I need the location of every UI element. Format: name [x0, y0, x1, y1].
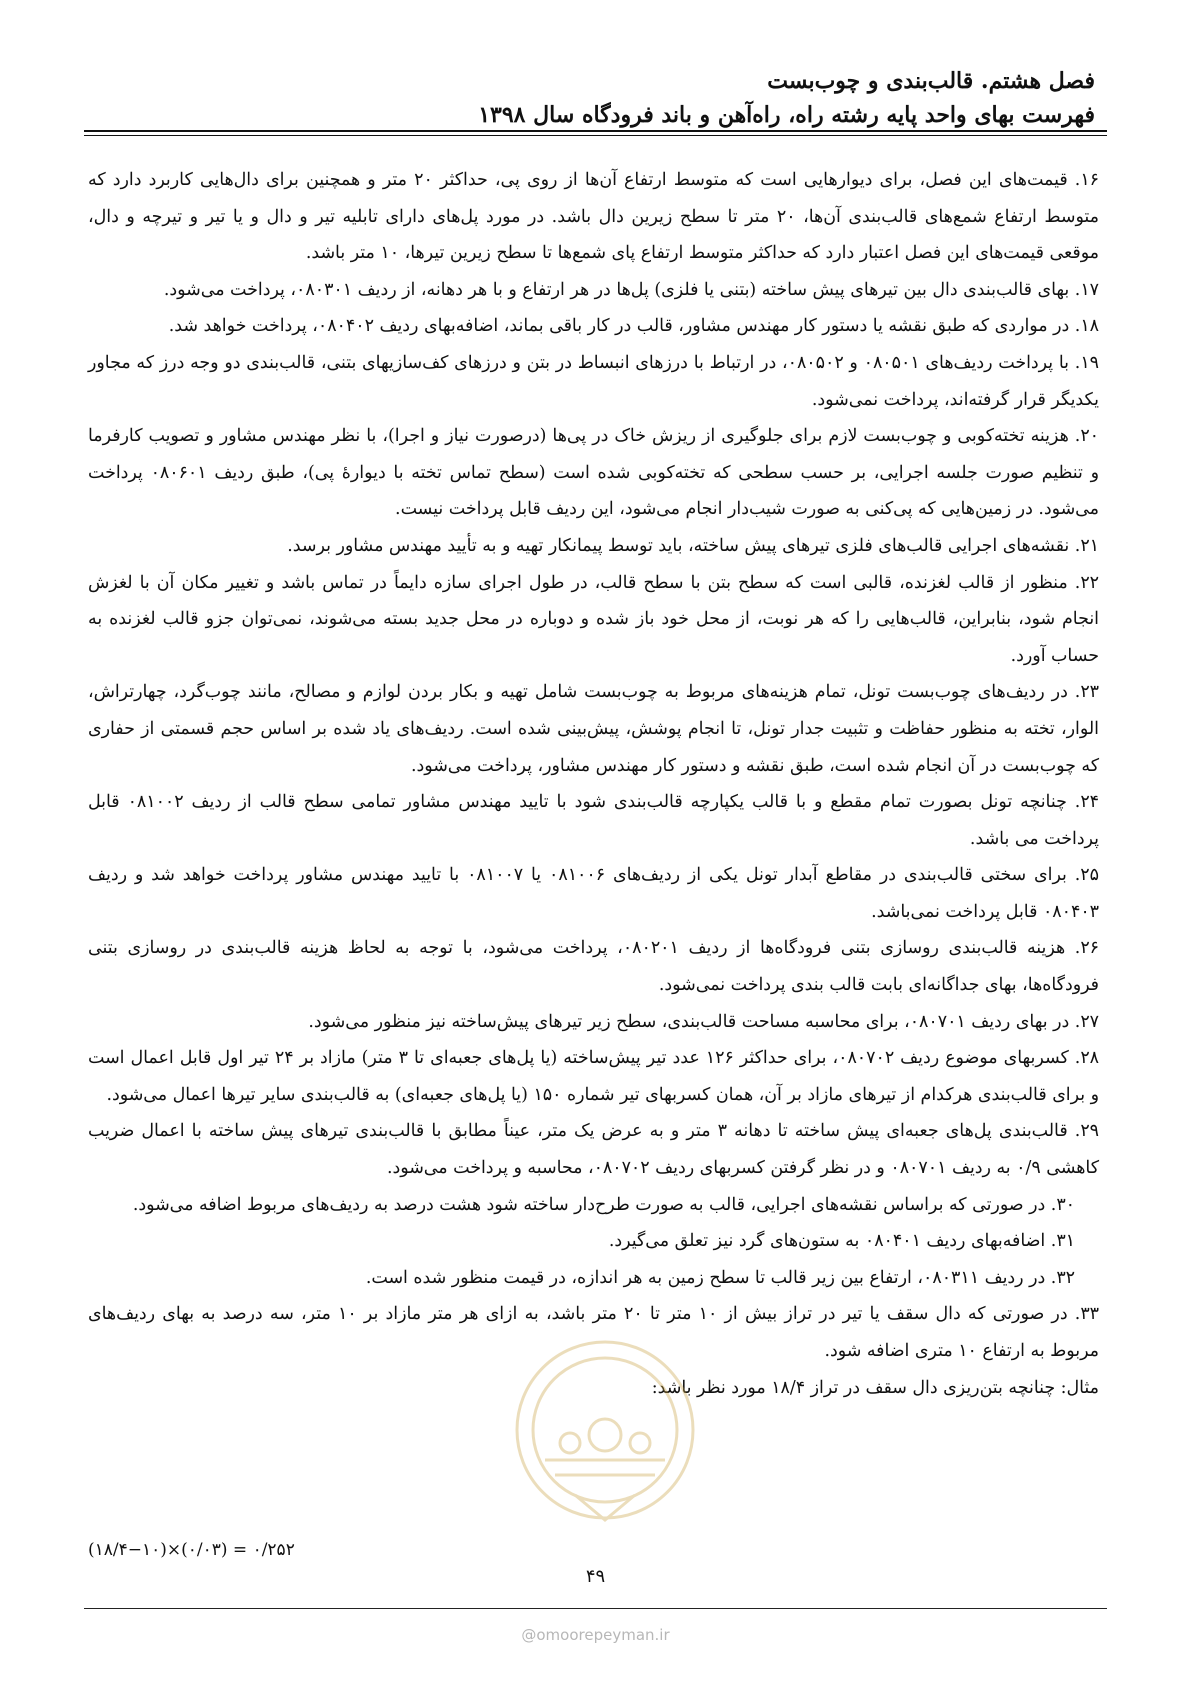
- clause-32: ۳۲. در ردیف ۰۸۰۳۱۱، ارتفاع بین زیر قالب تا سطح زمین به هر اندازه، در قیمت منظور شده است.: [365, 1267, 1075, 1288]
- chapter-title: فصل هشتم. قالب‌بندی و چوب‌بست: [767, 68, 1095, 94]
- page-header: [96, 64, 1095, 132]
- clause-17: ۱۷. بهای قالب‌بندی دال بین تیرهای پیش ساخته (بتنی یا فلزی) پل‌ها در هر ارتفاع و با هر دهانه، از ردیف ۰۸۰۳۰۱، پرداخت می‌شود.: [163, 279, 1099, 300]
- clause-33: ۳۳. در صورتی که دال سقف یا تیر در تراز بیش از ۱۰ متر تا ۲۰ متر باشد، به ازای هر متر مازاد بر ۱۰ متر، سه درصد به بهای ردیف‌های مربوط به ارتفاع ۱۰ متری اضافه شود.: [88, 1304, 1099, 1361]
- clause-25: ۲۵. برای سختی قالب‌بندی در مقاطع آبدار تونل یکی از ردیف‌های ۰۸۱۰۰۶ یا ۰۸۱۰۰۷ با تایید مهندس مشاور پرداخت خواهد شد و ردیف ۰۸۰۴۰۳ قابل پرداخت نمی‌باشد.: [88, 865, 1099, 922]
- clause-22: ۲۲. منظور از قالب لغزنده، قالبی است که سطح بتن با سطح قالب، در طول اجرای سازه دایماً در تماس باشد و تغییر مکان آن با لغزش انجام شود، بنابراین، قالب‌هایی را که هر نوبت، از محل خود باز شده و دوباره در محل جدید بسته می‌شوند، نمی‌توان جزو قالب لغزنده به حساب آورد.: [88, 572, 1099, 666]
- source-watermark: @omoorepeyman.ir: [521, 1626, 670, 1644]
- example-formula: (۱۸/۴−۱۰)×(۰/۰۳) = ۰/۲۵۲: [88, 1540, 295, 1560]
- clause-29: ۲۹. قالب‌بندی پل‌های جعبه‌ای پیش ساخته تا دهانه ۳ متر و به عرض یک متر، عیناً مطابق با قالب‌بندی تیرهای پیش ساخته با اعمال ضریب کاهشی ۰/۹ به ردیف ۰۸۰۷۰۱ و در نظر گرفتن کسربهای ردیف ۰۸۰۷۰۲، محاسبه و پرداخت می‌شود.: [88, 1121, 1099, 1179]
- clause-18: ۱۸. در مواردی که طبق نقشه یا دستور کار مهندس مشاور، قالب در کار باقی بماند، اضافه‌بهای ردیف ۰۸۰۴۰۲، پرداخت خواهد شد.: [168, 316, 1099, 337]
- clause-16: ۱۶. قیمت‌های این فصل، برای دیوارهایی است که متوسط ارتفاع آن‌ها از روی پی، حداکثر ۲۰ متر و همچنین برای دال‌هایی کاربرد دارد که متوسط ارتفاع شمع‌های قالب‌بندی آن‌ها، ۲۰ متر تا سطح زیرین دال باشد. در مورد پل‌های دارای تابلیه تیر و دال و یا تیر و تیرچه و دال، موقعی قیمت‌های این فصل اعتبار دارد که حداکثر متوسط ارتفاع پای شمع‌ها تا سطح زیرین تیرها، ۱۰ متر باشد.: [88, 170, 1099, 264]
- header-divider: [84, 130, 1107, 136]
- seal-scale-right: [630, 1433, 650, 1453]
- clause-24: ۲۴. چنانچه تونل بصورت تمام مقطع و با قالب یکپارچه قالب‌بندی شود با تایید مهندس مشاور تمامی سطح قالب از ردیف ۰۸۱۰۰۲ قابل پرداخت می باشد.: [88, 792, 1099, 849]
- example-line: مثال: چنانچه بتن‌ریزی دال سقف در تراز ۱۸/۴ مورد نظر باشد:: [651, 1377, 1099, 1398]
- clause-23: ۲۳. در ردیف‌های چوب‌بست تونل، تمام هزینه‌های مربوط به چوب‌بست شامل تهیه و بکار بردن لوازم و مصالح، مانند چوب‌گرد، چهارتراش، الوار، تخته به منظور حفاظت و تثبیت جدار تونل، تا انجام پوشش، پیش‌بینی شده است. ردیف‌های یاد شده بر اساس حجم قسمتی از حفاری که چوب‌بست در آن انجام شده است، طبق نقشه و دستور کار مهندس مشاور، پرداخت می‌شود.: [88, 682, 1099, 776]
- clause-28: ۲۸. کسربهای موضوع ردیف ۰۸۰۷۰۲، برای حداکثر ۱۲۶ عدد تیر پیش‌ساخته (یا پل‌های جعبه‌ای تا ۳ متر) مازاد بر ۲۴ تیر اول قابل اعمال است و برای قالب‌بندی هرکدام از تیرهای مازاد بر آن، همان کسربهای تیر شماره ۱۵۰ (یا پل‌های جعبه‌ای) به قالب‌بندی سایر تیرها اعمال می‌شود.: [88, 1048, 1099, 1105]
- body-text: [88, 162, 1099, 1406]
- page-number: ۴۹: [585, 1566, 606, 1587]
- clause-27: ۲۷. در بهای ردیف ۰۸۰۷۰۱، برای محاسبه مساحت قالب‌بندی، سطح زیر تیرهای پیش‌ساخته نیز منظور می‌شود.: [308, 1011, 1099, 1032]
- clause-21: ۲۱. نقشه‌های اجرایی قالب‌های فلزی تیرهای پیش ساخته، باید توسط پیمانکار تهیه و به تأیید مهندس مشاور برسد.: [287, 535, 1099, 556]
- clause-26: ۲۶. هزینه قالب‌بندی روسازی بتنی فرودگاه‌ها از ردیف ۰۸۰۲۰۱، پرداخت می‌شود، با توجه به لحاظ هزینه قالب‌بندی در روسازی بتنی فرودگاه‌ها، بهای جداگانه‌ای بابت قالب بندی پرداخت نمی‌شود.: [88, 938, 1099, 996]
- clause-30: ۳۰. در صورتی که براساس نقشه‌های اجرایی، قالب به صورت طرح‌دار ساخته شود هشت درصد به ردیف‌های مربوط اضافه می‌شود.: [132, 1194, 1075, 1215]
- seal-lines: [545, 1460, 665, 1475]
- clause-31: ۳۱. اضافه‌بهای ردیف ۰۸۰۴۰۱ به ستون‌های گرد نیز تعلق می‌گیرد.: [608, 1231, 1075, 1252]
- seal-graphic: [517, 1342, 693, 1520]
- seal-inner-ring: [533, 1358, 677, 1502]
- publisher-seal-watermark: [505, 1335, 705, 1555]
- seal-gear-center: [589, 1419, 621, 1451]
- seal-outer-ring: [517, 1342, 693, 1518]
- seal-scale-left: [560, 1433, 580, 1453]
- footer-divider: [84, 1608, 1107, 1609]
- clause-19: ۱۹. با پرداخت ردیف‌های ۰۸۰۵۰۱ و ۰۸۰۵۰۲، در ارتباط با درزهای انبساط در بتن و درزهای کف‌سازیهای بتنی، قالب‌بندی دو وجه درز که مجاور یکدیگر قرار گرفته‌اند، پرداخت نمی‌شود.: [88, 352, 1099, 410]
- price-list-title: فهرست بهای واحد پایه رشته راه، راه‌آهن و باند فرودگاه سال ۱۳۹۸: [478, 102, 1095, 128]
- clause-20: ۲۰. هزینه تخته‌کوبی و چوب‌بست لازم برای جلوگیری از ریزش خاک در پی‌ها (درصورت نیاز و اجرا)، با نظر مهندس مشاور و تصویب کارفرما و تنظیم صورت جلسه اجرایی، بر حسب سطحی که تخته‌کوبی شده است (سطح تماس تخته با دیوارهٔ پی)، طبق ردیف ۰۸۰۶۰۱ پرداخت می‌شود. در زمین‌هایی که پی‌کنی به صورت شیب‌دار انجام می‌شود، این ردیف قابل پرداخت نیست.: [88, 426, 1099, 520]
